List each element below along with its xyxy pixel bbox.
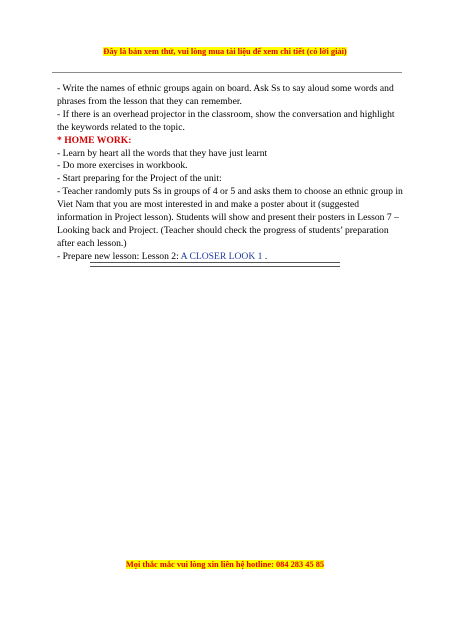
prepare-suffix: .: [262, 250, 268, 262]
hotline-banner: [0, 559, 450, 570]
preview-notice-banner: [0, 46, 450, 57]
preview-notice-text: Đây là bản xem thử, vui lòng mua tài liệu để xem chi tiết (có lời giải): [103, 47, 347, 56]
prepare-prefix: - Prepare new lesson: Lesson 2:: [57, 250, 181, 262]
homework-heading: * HOME WORK:: [57, 134, 132, 146]
hotline-text: Mọi thắc mắc vui lòng xin liên hệ hotline: 084 283 45 85: [125, 560, 325, 569]
homework-item: - Learn by heart all the words that they have just learnt: [57, 147, 268, 159]
homework-item: - Teacher randomly puts Ss in groups of 4 or 5 and asks them to choose an ethnic group in Viet Nam that you are most interested in and make a poster about it (suggested information in Project lesson). Students will show and present their posters in Lesson 7 – Looking back and Project. (Teacher should check the progress of students’ preparation after each lesson.): [57, 186, 403, 249]
next-lesson-title: A CLOSER LOOK 1: [180, 250, 263, 262]
header-divider: [52, 72, 402, 73]
paragraph-review: - Write the names of ethnic groups again on board. Ask Ss to say aloud some words and phrases from the lesson that they can remember.: [57, 83, 394, 107]
homework-item: - Start preparing for the Project of the unit:: [57, 173, 222, 185]
homework-item: - Do more exercises in workbook.: [57, 160, 188, 172]
paragraph-projector: - If there is an overhead projector in the classroom, show the conversation and highlight the keywords related to the topic.: [57, 108, 395, 133]
section-separator: [90, 262, 340, 267]
lesson-content: [57, 83, 405, 264]
